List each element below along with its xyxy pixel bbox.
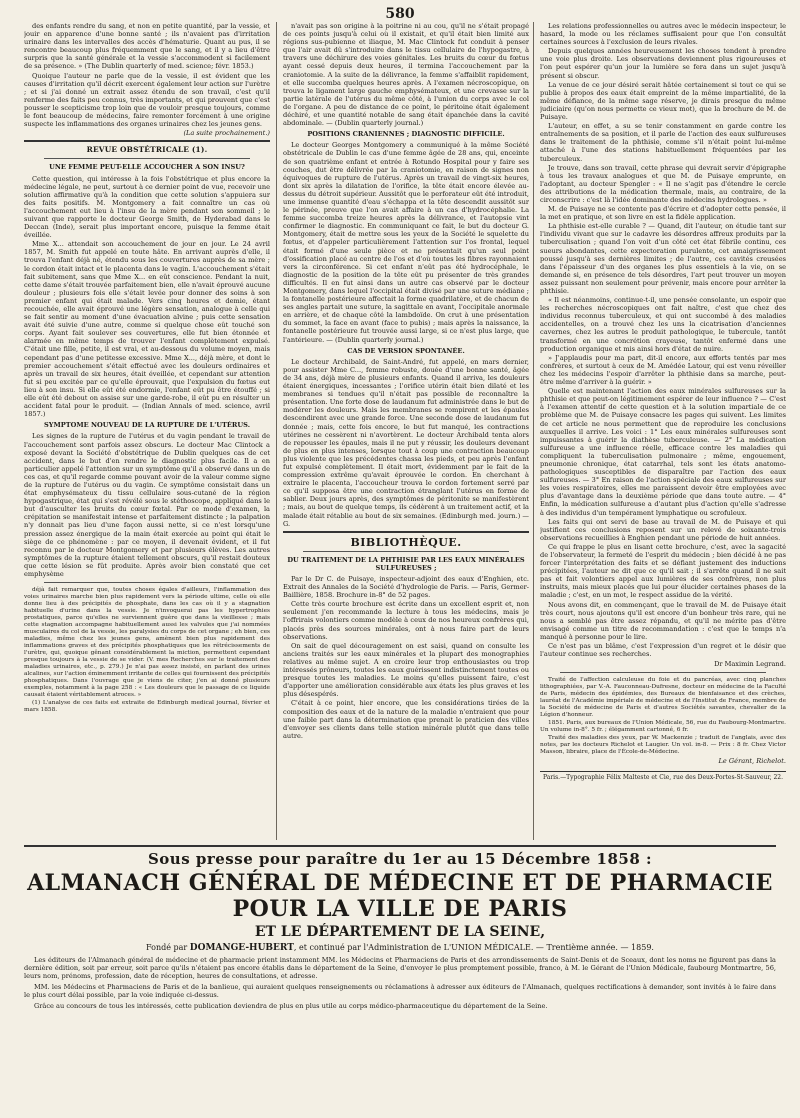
- continuation-note: (La suite prochainement.): [183, 129, 270, 138]
- paragraph: Le docteur Georges Montgomery a communiqué à la même Société obstétricale de Dublin le cas d'une femme âgée de 28 ans, qui, enceinte de son quatrième enfant et entrée à Rotundo Hospital pour y faire ses couches, dut être délivrée par la craniotomie, en raison de signes non équivoques de rupture de l'utérus. Après un travail de vingt-six heures, dont six après la dilatation de l'orifice, la tête était encore élevée au-dessus du détroit supérieur. Aussitôt que le perforateur eût été introduit, une immense quantité d'eau s'échappa et la tête descendit aussitôt sur le périnée, preuve que l'on avait affaire à un cas d'hydrocéphalie. La femme succomba treize heures après la délivrance, et l'autopsie vint confirmer le diagnostic. En communiquant ce fait, le but du docteur G. Montgomery, était de mettre sous les yeux de la Société le squelette du fœtus, et d'appeler particulièrement l'attention sur l'os frontal, lequel était formé d'une seule pièce et ne présentait qu'un seul point d'ossification placé au centre de l'os et d'où toutes les fibres rayonnaient vers la circonférence. Si cet enfant n'eût pas été hydrocéphale, le diagnostic de la position de la tête eût pu présenter de très grandes difficultés. Il en fut ainsi dans un autre cas observé par le docteur Montgomery, dans lequel l'occipital était divisé par une suture médiane ; la fontanelle postérieure affectait la forme quadrilatère, et de chacun de ses angles partait une suture, la sagittale en avant, l'occipitale anormale en arrière, et de chaque côté la lambdoïde. On crut à une présentation du sommet, la face en avant (face to pubis) ; mais après la naissance, la fontanelle postérieure fut trouvée aussi large, si ce n'est plus large, que l'antérieure. — (Dublin quarterly journal.): [283, 141, 529, 344]
- paragraph: des enfants rendre du sang, et non en petite quantité, par la vessie, et jouir en apparence d'une bonne santé ; ils n'avaient pas d'irritation urinaire dans les intervalles des accès d'hématurie. Quant au pus, il se rencontre beaucoup plus fréquemment que le sang, et il y a lieu d'être surpris que la santé générale et la vessie s'accommodent si facilement de sa présence. » (The Dublin quarterly of med. science; févr. 1853.): [24, 22, 270, 71]
- paragraph: MM. les Médecins et Pharmaciens de Paris et de la banlieue, qui auraient quelques renseignements ou réclamations à adresser aux éditeurs de l'Almanach, quelques rectifications à demander, sont invités à le faire dans le plus court délai possible, par la voie indiquée ci-dessus.: [24, 983, 776, 999]
- gerant-signature: Le Gérant, Richelot.: [718, 757, 786, 766]
- divider: [44, 158, 250, 159]
- paragraph: Ce n'est pas un blâme, c'est l'expression d'un regret et le désir que l'auteur continue ses recherches.: [540, 642, 786, 659]
- column-2: [283, 22, 529, 840]
- section-heading: BIBLIOTHÈQUE.: [350, 535, 462, 549]
- paragraph: Quelle est maintenant l'action des eaux minérales sulfureuses sur la phthisie et que peut-on légitimement espérer de leur influence ? — C'est à l'examen attentif de cette question et à la solution impartiale de ce problème que M. de Puisaye consacre les pages qui suivent. Les limites de cet article ne nous permettent que de reproduire les conclusions auxquelles il arrive. Les voici : 1° Les eaux minérales sulfureuses sont impuissantes à guérir la diathèse tuberculeuse. — 2° La médication sulfureuse a une influence réelle, efficace contre les maladies qui compliquent la tuberculisation pulmonaire ; même, engouement, pneumonie chronique, état catarrhal, tels sont les états anatomo-pathologiques susceptibles de disparaître par l'action des eaux sulfureuses. — 3° En raison de l'action spéciale des eaux sulfureuses sur les voies respiratoires, elles me paraissent devoir être employées avec plus d'avantage dans la deuxième période que dans toute autre. — 4° Enfin, la médication sulfureuse a d'autant plus d'action qu'elle s'adresse à des individus d'un tempérament lymphatique ou scrofuleux.: [540, 387, 786, 517]
- founder-prefix: Fondé par: [146, 943, 190, 952]
- divider: [560, 672, 766, 673]
- column-rule: [276, 22, 277, 840]
- article-heading: POSITIONS CRANIENNES ; DIAGNOSTIC DIFFICILE.: [307, 130, 505, 139]
- paragraph: La phthisie est-elle curable ? — Quand, dit l'auteur, on étudie tant sur l'individu vivant que sur le cadavre les désordres affreux produits par la tuberculisation ; quand l'on voit d'un côté cet état fébrile continu, ces sueurs abondantes, cette expectoration purulente, cet amaigrissement poussé jusqu'à ses dernières limites ; de l'autre, ces cavités creusées dans l'épaisseur d'un des organes les plus essentiels à la vie, on se demande si, en présence de tels désordres, l'art peut trouver un moyen assez puissant non seulement pour prévenir, mais encore pour arrêter la phthisie.: [540, 222, 786, 295]
- column-1: [24, 22, 270, 840]
- almanach-title: ALMANACH GÉNÉRAL DE MÉDECINE ET DE PHARMACIE POUR LA VILLE DE PARIS: [27, 870, 773, 922]
- imprint-line: Paris.—Typographie Félix Malteste et Cie, rue des Deux-Portes-St-Sauveur, 22.: [540, 771, 786, 782]
- paragraph: Les éditeurs de l'Almanach général de médecine et de pharmacie prient instamment MM. les Médecins et Pharmaciens de Paris et des arrondissements de Saint-Denis et de Sceaux, dont les noms ne figurent pas dans la dernière édition, soit par erreur, soit parce qu'ils n'étaient pas encore établis dans le département de la Seine, d'envoyer le plus promptement possible, franco, à M. le Gérant de l'Union Médicale, faubourg Montmartre, 56, leurs nom, prénoms, profession, date de réception, heures de consultations, et adresse.: [24, 956, 776, 980]
- column-rule: [533, 22, 534, 840]
- paragraph: L'auteur, en effet, a su se tenir constamment en garde contre les entraînements de sa position, et il parle de l'action des eaux sulfureuses dans le traitement de la phthisie, comme s'il n'était point lui-même attaché à l'une des stations habituellement fréquentées par les tuberculeux.: [540, 122, 786, 163]
- almanach-subtitle: ET LE DÉPARTEMENT DE LA SEINE,: [254, 924, 546, 940]
- paragraph: Quoique l'auteur ne parle que de la vessie, il est évident que les causes d'irritation qu'il décrit exercent également leur action sur l'urètre ; et si j'ai donné un extrait assez étendu de son travail, c'est qu'il renferme des faits peu connus, très importants, et qui prouvent que c'est pousser le scepticisme trop loin que de vouloir presque toujours, comme le font beaucoup de médecins, faire remonter forcément à une origine suspecte les inflammations des organes urinaires chez les jeunes gens.: [24, 71, 270, 129]
- footnote: (1) L'analyse de ces faits est extraite de Edinburgh medical journal, février et mars 1858.: [24, 700, 270, 714]
- footnote-text: déjà fait remarquer que, toutes choses égales d'ailleurs, l'inflammation des voies urinaires marche bien plus rapidement vers la période ultime, celle où elle donne lieu à des précipités de phosphate, dans les cas où il y a stagnation habituelle d'urine dans la vessie. Je n'invoquerai pas les hypertrophies prostatiques, parce qu'elles ne surviennent guère que dans la vieillesse ; mais cette stagnation accompagne habituellement aussi les valvules que j'ai nommées musculaires du col de la vessie, les paralysies du corps de cet organe ; eh bien, ces maladies, même chez les jeunes gens, amènent bien plus rapidement des inflammations graves et des précipités phosphatiques que les rétrécissements de l'urètre, qui, quoique gênant considérablement la miction, permettent cependant presque toujours à la vessie de se vider. (V. mes Recherches sur le traitement des maladies urinaires, etc., p. 279.) Je n'ai pas assez insisté, en parlant des urines alcalines, sur l'action éminemment irritante de celles qui fournissent des précipités phosphatiques. Dans l'ouvrage que je viens de citer, j'en ai donné plusieurs exemples, notamment à la page 258 : « Les douleurs que le passage de ce liquide causait étaient véritablement atroces. »: [24, 587, 270, 699]
- paragraph: Je trouve, dans son travail, cette phrase qui devrait servir d'épigraphe à tous les travaux analogues et que M. de Puisaye emprunte, en l'adoptant, au docteur Spengler : « Il ne s'agit pas d'étendre le cercle des attributions de la médication thermale, mais, au contraire, de la circonscrire : c'est là l'idée dominante des médecins hydrologues. »: [540, 163, 786, 204]
- divider: [44, 582, 250, 583]
- paragraph: C'était à ce point, hier encore, que les considérations tirées de la composition des eaux et de la nature de la maladie n'entraient que pour une faible part dans la détermination que prenait le praticien des villes d'envoyer ses clients dans telle station minérale plutôt que dans telle autre.: [283, 699, 529, 740]
- paragraph: M. de Puisaye ne se contente pas d'écrire et d'adopter cette pensée, il la met en pratique, et son livre en est la fidèle application.: [540, 205, 786, 222]
- book-notice: 1851. Paris, aux bureaux de l'Union Médicale, 56, rue du Faubourg-Montmartre. Un volume in-8°. 5 fr. ; élégamment cartonné, 6 fr.: [540, 720, 786, 734]
- article-heading: CAS DE VERSION SPONTANÉE.: [347, 346, 465, 355]
- paragraph: Grâce au concours de tous les intéressés, cette publication deviendra de plus en plus utile au corps médico-pharmaceutique du département de la Seine.: [34, 1002, 548, 1010]
- paragraph: n'avait pas son origine à la poitrine ni au cou, qu'il ne s'était propagé de ces points jusqu'à celui où il existait, et qu'il était bien limité aux régions sus-pubienne et iliaque, M. Mac Clintock fut conduit à penser que l'air avait dû s'introduire dans le tissu cellulaire de l'hypogastre, à travers une déchirure des voies génitales. Les bruits du cœur du fœtus ayant cessé depuis deux heures, il termina l'accouchement par la craniotomie. A la suite de la délivrance, la femme s'affaiblit rapidement, et elle succomba quelques heures après. A l'examen nécroscopique, on trouva le ligament large gauche emphysémateux, et une crevasse sur la partie latérale de l'utérus du même côté, à l'union du corps avec le col de l'organe. A peu de distance de ce point, le péritoine était également déchiré, et une quantité notable de sang était épanchée dans la cavité abdominale. — (Dublin quarterly journal.): [283, 22, 529, 128]
- paragraph: » J'applaudis pour ma part, dit-il encore, aux efforts tentés par mes confrères, et surtout à ceux de M. Amédée Latour, qui est venu réveiller chez les médecins l'espoir d'arrêter la phthisie dans sa marche, peut-être même d'arriver à la guérir. »: [540, 353, 786, 387]
- paragraph: « Il est néanmoins, continue-t-il, une pensée consolante, un espoir que les recherches nécroscopiques ont fait naître, c'est que chez des individus reconnus tuberculeux, et qui ont succombé à des maladies accidentelles, on a trouvé chez les uns la cicatrisation d'anciennes cavernes, chez les autres le produit pathologique, le tubercule, tantôt transformé en une concrétion crayeuse, tantôt enfermé dans une production organique et mis ainsi hors d'état de nuire.: [540, 296, 786, 353]
- divider: [24, 140, 270, 142]
- page-number: 580: [385, 6, 415, 22]
- paragraph: Depuis quelques années heureusement les choses tendent à prendre une voie plus droite. Les observations deviennent plus rigoureuses et l'on peut espérer qu'un jour la lumière se fera dans un sujet jusqu'à présent si obscur.: [540, 47, 786, 80]
- founder-line: [24, 943, 776, 953]
- paragraph: La venue de ce jour désiré serait hâtée certainement si tout ce qui se publie à propos des eaux était empreint de la même impartialité, de la même défiance, de la même sage réserve, je dirais presque du même judiciaire (qu'on nous permette ce vieux mot), que la brochure de M. de Puisaye.: [540, 80, 786, 122]
- book-notice: Traité de l'affection calculeuse du foie et du pancréas, avec cinq planches lithographiées, par V.-A. Fauconneau-Dufresne, docteur en médecine de la Faculté de Paris, médecin des épidémies, des Bureaux de bienfaisance et des crèches, lauréat de l'Académie impériale de médecine et de l'Institut de France, membre de la Société de médecine de Paris et d'autres Sociétés savantes, chevalier de la Légion d'honneur.: [540, 677, 786, 719]
- book-notice: Traité des maladies des yeux, par W. Mackenzie ; traduit de l'anglais, avec des notes, par les docteurs Richelot et Laugier. Un vol. in-8. — Prix : 8 fr. Chez Victor Masson, libraire, place de l'École-de-Médecine.: [540, 735, 786, 756]
- paragraph: Les signes de la rupture de l'utérus et du vagin pendant le travail de l'accouchement sont parfois assez obscurs. Le docteur Mac Clintock a exposé devant la Société d'obstétrique de Dublin quelques cas de cet accident, dans le but d'en rendre le diagnostic plus facile. Il a en particulier appelé l'attention sur un symptôme qu'il a observé dans un de ces cas, et qu'il regarde comme pouvant avoir de la valeur comme signe de la rupture de l'utérus ou du vagin. Ce symptôme consistait dans un état emphysémateux du tissu cellulaire sous-cutané de la région hypogastrique, état qui s'est révélé sous le stéthoscope, appliqué dans le but d'ausculter les bruits du cœur fœtal. Par ce mode d'examen, la crépitation se manifestait intense et parfaitement distincte ; la palpation n'y donnait pas lieu d'une façon aussi nette, si ce n'est lorsqu'une pression assez énergique de la main était exercée au point qui était le siège de ce phénomène : par ce moyen, il devenait évident, et il fut reconnu par le docteur Montgomery et par plusieurs élèves. Les autres symptômes de la rupture étaient tellement obscurs, qu'il restait douteux que cette lésion se fût produite. Après avoir bien constaté que cet emphysème: [24, 432, 270, 578]
- section-heading: REVUE OBSTÉTRICALE (1).: [86, 145, 208, 155]
- article-heading: SYMPTOME NOUVEAU DE LA RUPTURE DE L'UTÉRUS.: [44, 421, 250, 430]
- paragraph: Cette question, qui intéresse à la fois l'obstétrique et plus encore la médecine légale, ne peut, surtout à ce dernier point de vue, recevoir une solution affirmative qu'à la condition que cette solution s'appuiera sur des faits positifs. M. Montgomery a fait connaître un cas où l'accouchement eut lieu à l'insu de la mère pendant son sommeil ; le suivant que rapporte le docteur George Smith, de Hyderabad dans le Deccan (Inde), serait plus important encore, puisque la femme était éveillée.: [24, 174, 270, 240]
- paragraph: On sait de quel découragement on est saisi, quand on consulte les anciens traités sur les eaux minérales et la plupart des monographies relatives au même sujet. A en croire leur trop enthousiastes ou trop intéressés prôneurs, toutes les eaux guérissent indistinctement toutes ou presque toutes les maladies. Le moins qu'elles puissent faire, c'est d'apporter une amélioration considérable aux états les plus graves et les plus désespérés.: [283, 641, 529, 699]
- article-heading: UNE FEMME PEUT-ELLE ACCOUCHER A SON INSU?: [49, 163, 245, 172]
- paragraph: Ce qui frappe le plus en lisant cette brochure, c'est, avec la sagacité de l'observateur, la fermeté de l'esprit du médecin ; bien décidé à ne pas forcer l'interprétation des faits et se défiant justement des inductions précipitées, l'auteur ne dit que ce qu'il sait ; il s'arrête quand il ne sait pas et fait volontiers appel aux lumières de ses confrères, non plus instruits, mais mieux placés que lui pour élucider certaines phases de la maladie ; c'est, en un mot, le respect assidue de la vérité.: [540, 542, 786, 600]
- founder-name: DOMANGE-HUBERT: [189, 943, 294, 953]
- article-heading: DU TRAITEMENT DE LA PHTHISIE PAR LES EAUX MINÉRALES SULFUREUSES ;: [287, 555, 525, 572]
- announcement-line: Sous presse pour paraître du 1er au 15 Décembre 1858 :: [147, 850, 653, 868]
- paragraph: Les faits qui ont servi de base au travail de M. de Puisaye et qui justifient ces conclusions reposent sur un relevé de soixante-trois observations recueillies à Enghien pendant une période de huit années.: [540, 517, 786, 542]
- column-3: [540, 22, 786, 840]
- almanach-advertisement: [24, 845, 776, 1010]
- paragraph: Cette très courte brochure est écrite dans un excellent esprit et, non seulement j'en recommande la lecture à tous les médecins, mais je l'offrirais volontiers comme modèle à ceux de nos heureux confrères qui, placés près des sources minérales, ont à nous faire part de leurs observations.: [283, 600, 529, 641]
- author-signature: Dr Maximin Legrand.: [714, 660, 786, 669]
- paragraph: Les relations professionnelles ou autres avec le médecin inspecteur, le hasard, la mode ou les réclames suffisaient pour que l'on consultât certaines sources à l'exclusion de leurs rivales.: [540, 22, 786, 47]
- paragraph: Par le Dr C. de Puisaye, inspecteur-adjoint des eaux d'Enghien, etc. Extrait des Annales de la Société d'hydrologie de Paris. — Paris, Germer-Baillière, 1858. Brochure in-8° de 52 pages.: [283, 575, 529, 600]
- founder-suffix: , et continué par l'Administration de L'UNION MÉDICALE. — Trentième année. — 1859.: [293, 943, 654, 952]
- paragraph: Nous avons dit, en commençant, que le travail de M. de Puisaye était très court, nous ajoutons qu'il est encore d'un bonheur très rare, qui ne nous a semblé pas être assez répandu, et qu'il ne mérite pas d'être envisagé comme un titre de recommandation : c'est que le temps n'a manqué à personne pour le lire.: [540, 600, 786, 641]
- divider: [283, 531, 529, 533]
- paragraph: Mme X... attendait son accouchement de jour en jour. Le 24 avril 1857, M. Smith fut appelé en toute hâte. En arrivant auprès d'elle, il trouva l'enfant déjà né, étendu sous les couvertures auprès de sa mère ; le cordon était intact et le placenta dans le vagin. L'accouchement s'était fait subitement, sans que Mme X... en eût conscience. Pendant la nuit, cette dame s'était trouvée parfaitement bien, elle n'avait éprouvé aucune douleur ; plusieurs fois elle s'était levée pour donner des soins à son premier enfant qui était malade. Vers cinq heures et demie, étant recouchée, elle avait éprouvé une légère sensation, analogue à celle qui se fait sentir au moment d'une évacuation alvine ; puis cette sensation avait été suivie d'une autre, comme si quelque chose eût touché son corps. Ayant fait soulever ses couvertures, elle fut bien étonnée et alarmée en même temps de trouver l'enfant complètement expulsé. C'était une fille, petite, il est vrai, et au-dessous du volume moyen, mais cependant pas d'une petitesse excessive. Mme X..., déjà mère, et dont le premier accouchement s'était effectué avec les douleurs ordinaires et après un travail de six heures, était éveillée, et cependant sur attention fut si peu excitée par ce qu'elle éprouvait, que l'expulsion du fœtus eut lieu à son insu. Si elle eût été endormie, l'enfant eût pu être étouffé ; si elle eût été debout on assise sur une garde-robe, il eût pu en résulter un accident fatal pour le produit. — (Indian Annals of med. science, avril 1857.): [24, 240, 270, 419]
- divider: [303, 551, 509, 552]
- paragraph: Le docteur Archibald, de Saint-André, fut appelé, en mars dernier, pour assister Mme C..., femme robuste, douée d'une bonne santé, âgée de 34 ans, déjà mère de plusieurs enfants. Quand il arriva, les douleurs étaient énergiques, incessantes ; l'orifice utérin était bien dilaté et les membranes si tendues qu'il n'était pas possible de reconnaître la présentation. Une forte dose de laudanum fut administrée dans le but de modérer les douleurs. Mais les membranes se rompirent et les épaules descendirent avec une grande force. Une seconde dose de laudanum fut donnée ; mais, cette fois encore, le but fut manqué, les contractions utérines ne cessèrent ni n'avortèrent. Le docteur Archibald tenta alors de repousser les épaules, mais il ne put y réussir, les douleurs devenant de plus en plus intenses, lorsque tout à coup une contraction beaucoup plus violente que les précédentes chassa les pieds, et peu après l'enfant fut expulsé complètement. Il était mort, évidemment par le fait de la compression extrême qu'avait éprouvée le cordon. En cherchant à extraire le placenta, l'accoucheur trouva le cordon fortement serré par ce qu'il supposa être une contraction étranglant l'utérus en forme de sablier. Deux jours après, des symptômes de péritonite se manifestèrent ; mais, au bout de quelque temps, ils cédèrent à un traitement actif, et la malade était rétablie au bout de six semaines. (Edinburgh med. journ.) — G.: [283, 357, 529, 528]
